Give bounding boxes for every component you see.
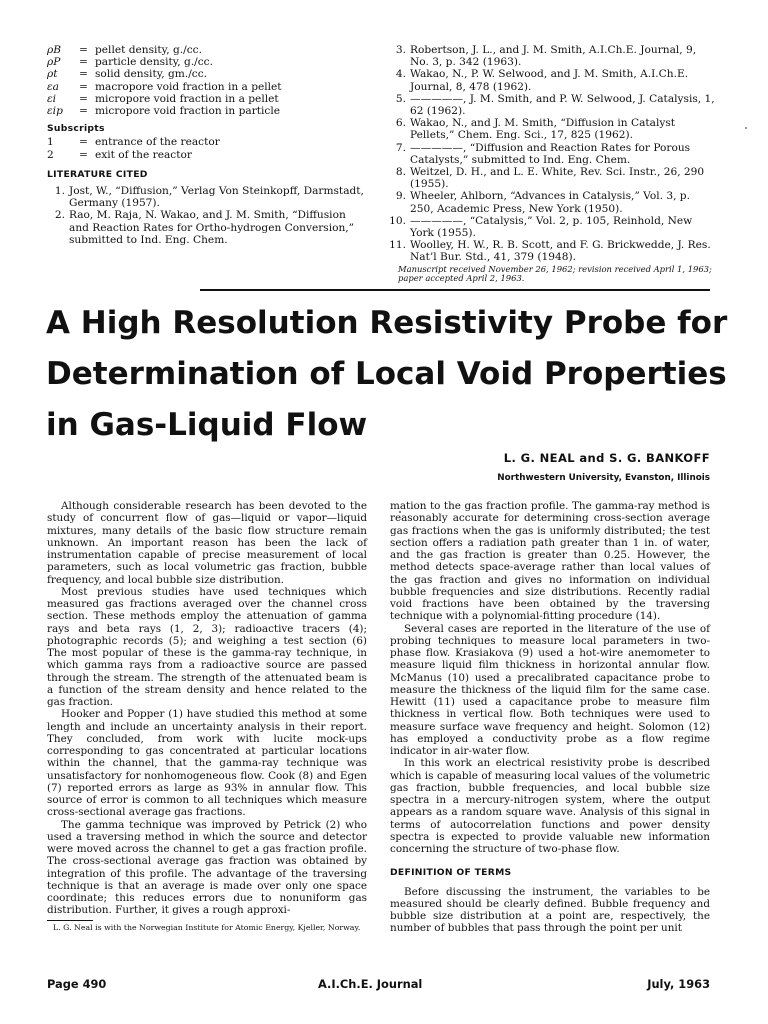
title-line: in Gas-Liquid Flow: [46, 407, 368, 443]
reference-item: 8. Weitzel, D. H., and L. E. White, Rev. Sci. Instr., 26, 290 (1955).: [395, 166, 705, 191]
body-paragraph: Hooker and Popper (1) have studied this method at some length and include an uncertainty analysis in their report. They concluded, from work with lucite mock-ups corresponding to gas concentrated at particular locations within the channel, that the gamma-ray technique was unsatisfactory for nonhomogeneous flow. Cook (8) and Egen (7) reported errors as large as 93% in annular flow. This source of error is common to all techniques which measure cross-sectional average gas fractions.: [47, 708, 367, 819]
body-paragraph: Most previous studies have used techniques which measured gas fractions averaged over the channel cross section. These methods employ the attenuation of gamma rays and beta rays (1, 2, 3); radioactive tracers (4); photographic records (5); and weighing a test section (6) The most popular of these is the gamma-ray technique, in which gamma rays from a radioactive source are passed through the stream. The strength of the attenuated beam is a function of the stream density and hence related to the gas fraction.: [47, 585, 367, 708]
subscript-row: 1 = entrance of the reactor: [47, 136, 220, 149]
body-paragraph: In this work an electrical resistivity probe is described which is capable of measuring local values of the volumetric gas fraction, bubble frequencies, and local bubble size spectra in a mercury-nitrogen system, where the output appears as a random square wave. Analysis of this signal in terms of autocorrelation functions and power density spectra is expected to provide valuable new information concerning the structure of two-phase flow.: [390, 757, 710, 855]
reference-item: 7. —————, “Diffusion and Reaction Rates for Porous Catalysts,” submitted to Ind. Eng. Chem.: [395, 141, 691, 166]
issue-date: July, 1963: [647, 977, 710, 991]
reference-item: 10. —————, “Catalysis,” Vol. 2, p. 105, Reinhold, New York (1955).: [389, 214, 693, 240]
definition-heading: DEFINITION OF TERMS: [390, 867, 512, 879]
nomenclature-row: εip = micropore void fraction in particle: [47, 105, 280, 118]
nomenclature-row: ρP = particle density, g./cc.: [47, 56, 213, 69]
body-paragraph: mation to the gas fraction profile. The gamma-ray method is reasonably accurate for determining cross-section average gas fractions when the gas is uniformly distributed; the test section offers a radiation path greater than 1 in. of water, and the gas fraction is greater than 0.25. However, the method detects space-average rather than local values of the gas fraction and gives no information on individual bubble frequencies and size distributions. Recently radial void fractions have been obtained by the traversing technique with a polynomial-fitting procedure (14).: [390, 500, 710, 623]
title-line: A High Resolution Resistivity Probe for: [46, 305, 728, 341]
top-left-column: [47, 44, 365, 246]
page-number: Page 490: [47, 977, 107, 991]
footnote-rule: [47, 920, 93, 921]
reference-item: 11. Woolley, H. W., R. B. Scott, and F. G. Brickwedde, J. Res. Nat’l Bur. Std., 41, 379 (1948).: [389, 239, 711, 264]
reference-item: 5. —————, J. M. Smith, and P. W. Selwood, J. Catalysis, 1, 62 (1962).: [395, 92, 715, 118]
references-left: [47, 185, 365, 246]
body-paragraph: Before discussing the instrument, the variables to be measured should be clearly defined. Bubble frequency and bubble size distribution at a point are, respectively, the number of bubbles that pass through the point per unit: [390, 885, 710, 935]
subscripts-heading: Subscripts: [47, 123, 105, 135]
margin-mark: [745, 127, 747, 129]
nomenclature-row: εa = macropore void fraction in a pellet: [47, 80, 282, 93]
nomenclature-list: [47, 44, 365, 117]
body-paragraph: The gamma technique was improved by Petrick (2) who used a traversing method in which the source and detector were moved across the channel to get a gas fraction profile. The cross-sectional average gas fraction was obtained by integration of this profile. The advantage of the traversing technique is that an average is made over only one space coordinate; this reduces errors due to nonuniform gas distribution. Further, it gives a rough approxi-: [47, 818, 367, 917]
reference-item: 9. Wheeler, Ahlborn, “Advances in Catalysis,” Vol. 3, p. 250, Academic Press, New York (1950).: [395, 190, 690, 215]
literature-cited-heading: LITERATURE CITED: [47, 168, 148, 180]
reference-item: 1. Jost, W., “Diffusion,” Verlag Von Steinkopff, Darmstadt, Germany (1957).: [54, 185, 364, 210]
nomenclature-row: εi = micropore void fraction in a pellet: [47, 92, 279, 105]
reference-item: 4. Wakao, N., P. W. Selwood, and J. M. Smith, A.I.Ch.E. Journal, 8, 478 (1962).: [395, 68, 689, 93]
affiliation: Northwestern University, Evanston, Illinois: [497, 473, 710, 483]
subscripts-list: [47, 136, 365, 160]
footnote: L. G. Neal is with the Norwegian Institute for Atomic Energy, Kjeller, Norway.: [53, 922, 361, 932]
subscript-row: 2 = exit of the reactor: [47, 148, 192, 161]
reference-item: 3. Robertson, J. L., and J. M. Smith, A.I.Ch.E. Journal, 9, No. 3, p. 342 (1963).: [395, 44, 697, 69]
title-line: Determination of Local Void Properties: [46, 356, 727, 392]
nomenclature-row: ρt = solid density, gm./cc.: [47, 68, 208, 81]
body-paragraph: Although considerable research has been devoted to the study of concurrent flow of gas—liquid or vapor—liquid mixtures, many details of the basic flow structure remain unknown. An important reason has been the lack of instrumentation capable of precise measurement of local parameters, such as local volumetric gas fraction, bubble frequency, and local bubble size distribution.: [47, 500, 367, 586]
top-right-column: [386, 44, 716, 284]
journal-name: A.I.Ch.E. Journal: [318, 977, 423, 991]
body-right-column: [390, 500, 710, 935]
nomenclature-row: ρB = pellet density, g./cc.: [47, 44, 202, 56]
reference-item: 6. Wakao, N., and J. M. Smith, “Diffusion in Catalyst Pellets,” Chem. Eng. Sci., 17, 825 (1962).: [395, 117, 676, 142]
article-title: [46, 298, 736, 451]
title-rule: [200, 289, 710, 291]
body-left-column: [47, 500, 367, 932]
authors: L. G. NEAL and S. G. BANKOFF: [503, 451, 710, 465]
body-paragraph: Several cases are reported in the literature of the use of probing techniques to measure local parameters in two-phase flow. Krasiakova (9) used a hot-wire anemometer to measure liquid film thickness in horizontal annular flow. McManus (10) used a precalibrated capacitance probe to measure the thickness of the liquid film for the same case. Hewitt (11) used a capacitance probe to measure film thickness in vertical flow. Both techniques were used to measure surface wave frequency and height. Solomon (12) has employed a conductivity probe as a flow regime indicator in air-water flow.: [390, 622, 710, 757]
reference-item: 2. Rao, M. Raja, N. Wakao, and J. M. Smith, “Diffusion and Reaction Rates for Ortho-hydrogen Conversion,” submitted to Ind. Eng. Chem.: [54, 209, 355, 246]
manuscript-note: Manuscript received November 26, 1962; revision received April 1, 1963; paper accepted April 2, 1963.: [398, 263, 712, 284]
